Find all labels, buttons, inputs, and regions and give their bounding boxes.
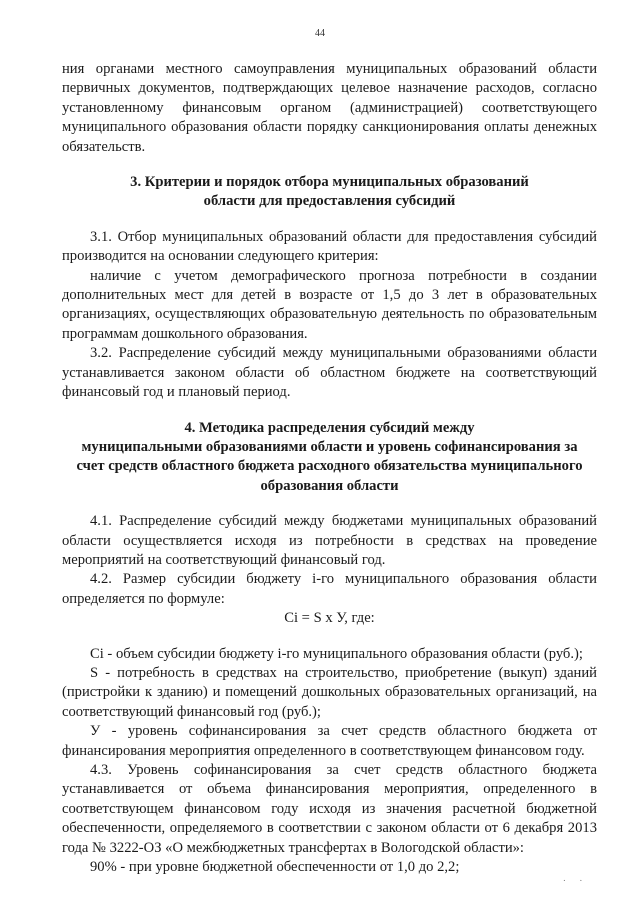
- section-3-title-line-1: 3. Критерии и порядок отбора муниципальных образований: [130, 174, 529, 191]
- definition-s: S - потребность в средствах на строительство, приобретение (выкуп) зданий (пристройки к зданию) и помещений дошкольных образовательных организаций, на соответствующий финансовый год (руб.);: [62, 664, 597, 720]
- section-3-paragraph-2: наличие с учетом демографического прогноза потребности в создании дополнительных мест для детей в возрасте от 1,5 до 3 лет в образовательных организациях, осуществляющих образовательную деятельность по образовательным программам дошкольного образования.: [62, 267, 597, 342]
- section-4-paragraph-1: 4.1. Распределение субсидий между бюджетами муниципальных образований области осуществляется исходя из потребности в средствах на проведение мероприятий на соответствующий финансовый год.: [62, 513, 597, 568]
- section-4-paragraph-3: 4.3. Уровень софинансирования за счет средств областного бюджета устанавливается от объема финансирования мероприятия, определенного в соответствующем финансовом году исходя из значения расчетной бюджетной обеспеченности, определяемого в соответствии с законом области от 6 декабря 2013 года № 3222-ОЗ «О межбюджетных трансфертах в Вологодской области»:: [62, 762, 597, 856]
- page-number: 44: [315, 28, 325, 39]
- definition-ci: Ci - объем субсидии бюджету i-го муниципального образования области (руб.);: [90, 645, 583, 662]
- section-4-paragraph-2: 4.2. Размер субсидии бюджету i-го муниципального образования области определяется по формуле:: [62, 571, 597, 607]
- definition-u: У - уровень софинансирования за счет средств областного бюджета от финансирования мероприятия определенного в соответствующем финансовом году.: [62, 723, 597, 759]
- section-3-heading: [62, 173, 597, 212]
- formula: Ci = S x У, где:: [284, 610, 375, 627]
- section-4-title-line-3: счет средств областного бюджета расходного обязательства муниципального: [76, 458, 583, 475]
- section-3-paragraph-1: 3.1. Отбор муниципальных образований области для предоставления субсидий производится на основании следующего критерия:: [62, 228, 597, 265]
- corner-mark: . .: [563, 873, 588, 883]
- intro-paragraph: ния органами местного самоуправления муниципальных образований области первичных документов, подтверждающих целевое назначение расходов, согласно установленному финансовым органом (администрацией) соответствующего муниципального образования области порядку санкционирования оплаты денежных обязательств.: [62, 61, 597, 155]
- section-4-heading: [62, 419, 597, 497]
- section-4-title-line-1: 4. Методика распределения субсидий между: [184, 419, 475, 436]
- section-4-title-line-4: образования области: [260, 477, 399, 494]
- section-4-paragraph-4: 90% - при уровне бюджетной обеспеченности от 1,0 до 2,2;: [90, 859, 460, 876]
- section-4-title-line-2: муниципальными образованиями области и уровень софинансирования за: [81, 438, 578, 455]
- section-3-paragraph-3: 3.2. Распределение субсидий между муниципальными образованиями области устанавливается законом области об областном бюджете на соответствующий финансовый год и плановый период.: [62, 345, 597, 401]
- section-3-title-line-2: области для предоставления субсидий: [203, 193, 456, 210]
- document-body: [62, 60, 597, 877]
